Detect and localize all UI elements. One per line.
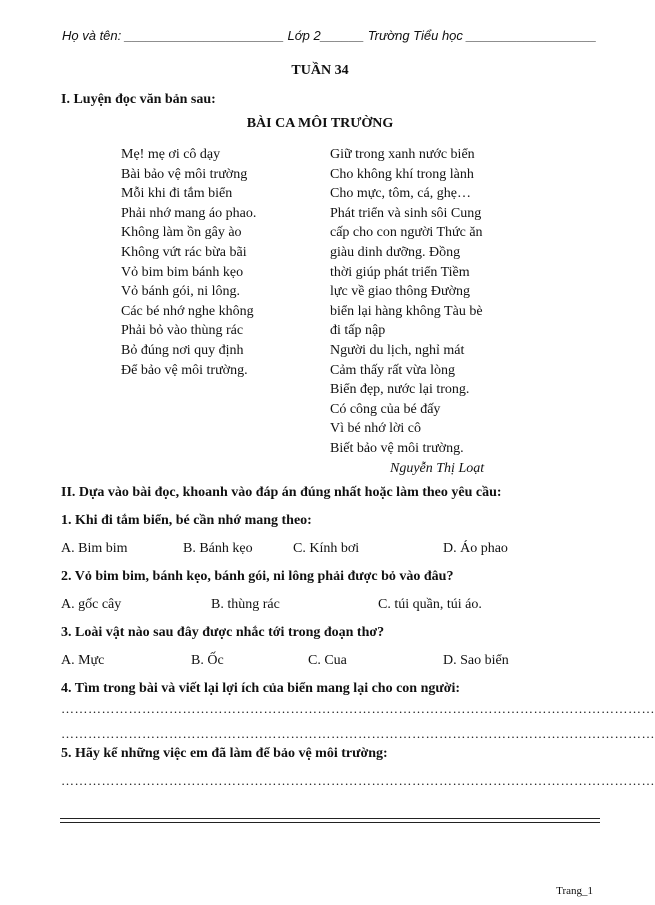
q1-option-d[interactable]: D. Áo phao <box>443 541 508 556</box>
answer-line-4a[interactable]: …………………………………………………………………………………………………………………… <box>61 701 655 716</box>
poem-line: Để bảo vệ môi trường. <box>121 362 248 378</box>
poem-line: Biển đẹp, nước lại trong. <box>330 382 470 398</box>
poem-line: Không làm ồn gây ào <box>121 225 242 241</box>
week-title: TUẦN 34 <box>291 63 349 78</box>
question-4: 4. Tìm trong bài và viết lại lợi ích của biển mang lại cho con người: <box>61 681 461 696</box>
q3-option-a[interactable]: A. Mực <box>61 653 105 668</box>
poem-title: BÀI CA MÔI TRƯỜNG <box>246 116 394 131</box>
poem-line: Mẹ! mẹ ơi cô dạy <box>121 147 221 162</box>
q3-option-b[interactable]: B. Ốc <box>191 653 224 668</box>
poem-line: Cho mực, tôm, cá, ghẹ… <box>330 186 471 202</box>
poem-line: Các bé nhớ nghe không <box>121 303 254 319</box>
poem-line: Vỏ bánh gói, ni lông. <box>121 284 240 300</box>
question-5: 5. Hãy kể những việc em đã làm để bảo vệ môi trường: <box>61 746 388 761</box>
poem-line: lực về giao thông Đường <box>330 284 470 300</box>
q1-option-b[interactable]: B. Bánh kẹo <box>183 541 253 556</box>
q1-option-a[interactable]: A. Bim bim <box>61 541 128 556</box>
poem-line: Phải bỏ vào thùng rác <box>121 323 244 339</box>
poem-line: Phải nhớ mang áo phao. <box>121 205 257 221</box>
poem-author: Nguyễn Thị Loạt <box>390 461 485 476</box>
poem-line: Vỏ bim bim bánh kẹo <box>121 264 244 280</box>
poem-right-column <box>330 145 483 459</box>
poem-line: Bài bảo vệ môi trường <box>121 166 248 182</box>
poem-line: đi tấp nập <box>330 323 386 339</box>
q2-option-c[interactable]: C. túi quần, túi áo. <box>378 597 482 612</box>
bottom-rule-2 <box>60 822 600 823</box>
poem-line: Cho không khí trong lành <box>330 166 474 182</box>
poem-line: Bỏ đúng nơi quy định <box>121 342 244 358</box>
section-reading-heading: I. Luyện đọc văn bản sau: <box>61 92 216 107</box>
answer-line-5[interactable]: …………………………………………………………………………………………………………………… <box>61 773 655 788</box>
answer-line-4b[interactable]: …………………………………………………………………………………………………………………… <box>61 726 655 741</box>
student-info-header: Họ và tên: ______________________ Lớp 2______ Trường Tiểu học __________________ <box>62 28 597 43</box>
question-1: 1. Khi đi tắm biển, bé cần nhớ mang theo: <box>61 513 312 528</box>
q3-option-d[interactable]: D. Sao biển <box>443 653 509 668</box>
poem-line: Người du lịch, nghỉ mát <box>330 342 465 358</box>
q3-option-c[interactable]: C. Cua <box>308 653 347 668</box>
question-2: 2. Vỏ bim bim, bánh kẹo, bánh gói, ni lông phải được bỏ vào đâu? <box>61 569 454 584</box>
page-number: Trang_1 <box>556 885 593 897</box>
q1-option-c[interactable]: C. Kính bơi <box>293 541 360 556</box>
poem-line: Có công của bé đấy <box>330 401 441 417</box>
question-3: 3. Loài vật nào sau đây được nhắc tới trong đoạn thơ? <box>61 625 385 640</box>
bottom-rule <box>60 818 600 819</box>
poem-line: Cảm thấy rất vừa lòng <box>330 362 456 378</box>
poem-line: Giữ trong xanh nước biển <box>330 147 475 162</box>
q2-option-b[interactable]: B. thùng rác <box>211 597 280 612</box>
poem-line: thời giúp phát triển Tiềm <box>330 264 470 280</box>
poem-line: Vì bé nhớ lời cô <box>330 421 422 437</box>
poem-line: cấp cho con người Thức ăn <box>330 225 483 241</box>
poem-line: biển lại hàng không Tàu bè <box>330 303 483 319</box>
poem-line: Mỗi khi đi tắm biển <box>121 186 233 202</box>
poem-line: Biết bảo vệ môi trường. <box>330 440 464 456</box>
q2-option-a[interactable]: A. gốc cây <box>61 597 122 612</box>
poem-line: Phát triển và sinh sôi Cung <box>330 205 482 221</box>
poem-left-column <box>121 145 256 380</box>
poem-line: Không vứt rác bừa bãi <box>121 244 247 260</box>
section-questions-heading: II. Dựa vào bài đọc, khoanh vào đáp án đúng nhất hoặc làm theo yêu cầu: <box>61 485 502 500</box>
poem-line: giàu dinh dưỡng. Đồng <box>330 244 461 260</box>
